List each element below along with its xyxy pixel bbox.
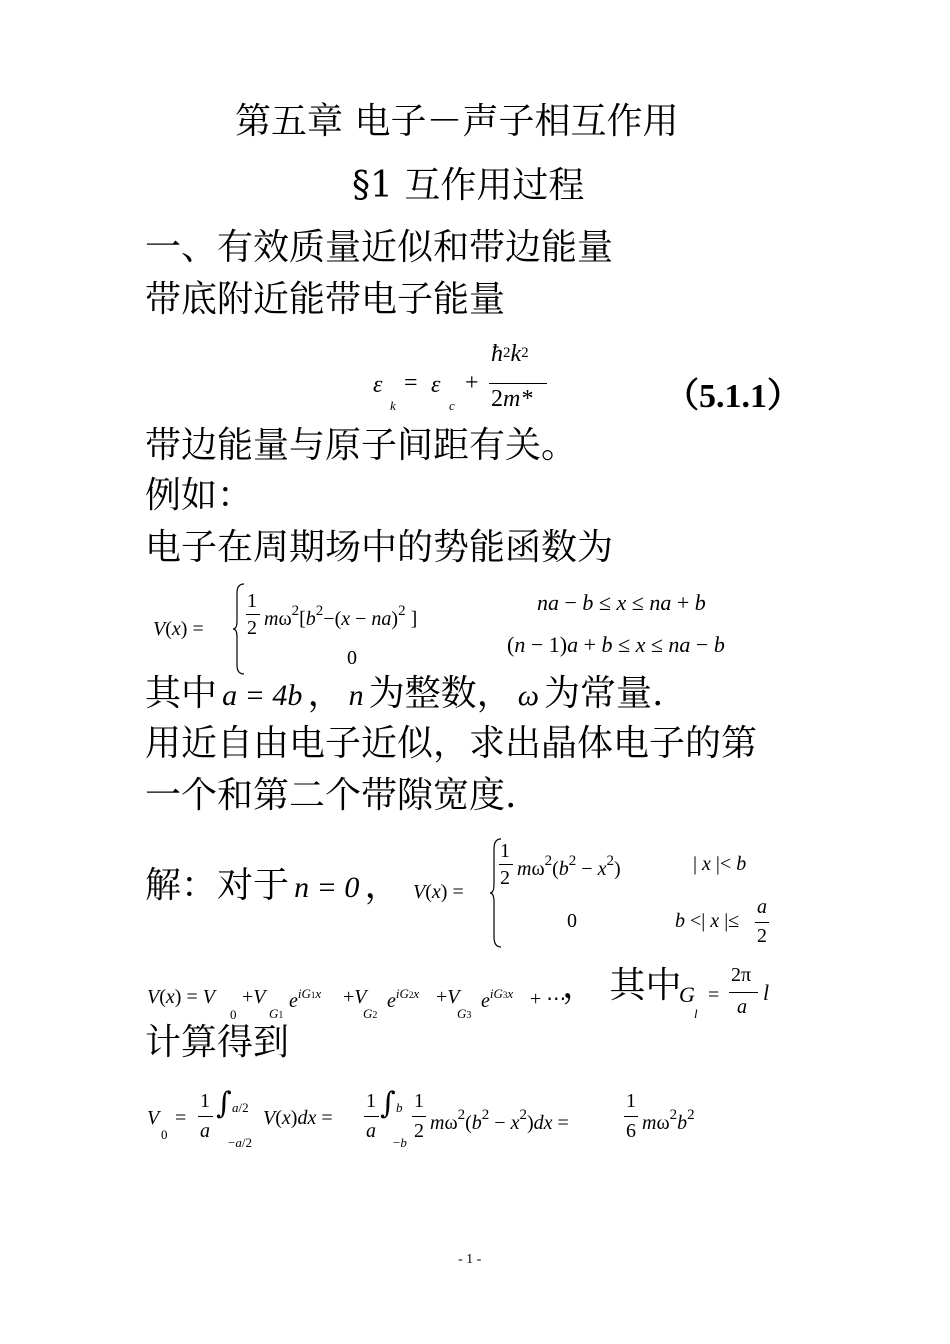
problem-line-1: 用近自由电子近似，求出晶体电子的第 <box>145 723 758 764</box>
sub-0: 0 <box>230 1007 237 1022</box>
half-bar-int <box>412 1116 426 1117</box>
two-m-star: 2m* <box>491 386 533 412</box>
one-over-a-den: a <box>200 1120 210 1142</box>
one-over-a2-bar <box>364 1116 379 1117</box>
l-var: l <box>763 980 770 1005</box>
piece2-zero: 0 <box>347 647 357 669</box>
a-under: a <box>737 996 747 1018</box>
sub-g3: G3 <box>457 1006 472 1021</box>
compute-text: 计算得到 <box>145 1022 290 1063</box>
where-n: n <box>348 679 364 712</box>
sub-c: c <box>449 398 455 413</box>
one-over-a2-num: 1 <box>366 1090 376 1112</box>
one-over-a-num: 1 <box>200 1090 210 1112</box>
piece1-expression: $m\omega^2[b^2-(x - na)^2$ ] <box>264 603 418 630</box>
sub-g2: G2 <box>363 1006 378 1021</box>
chapter-title: 第五章 电子－声子相互作用 <box>235 101 679 142</box>
half-den: 2 <box>247 617 257 639</box>
band-edge-text: 带边能量与原子间距有关。 <box>145 425 578 466</box>
where-condition: a = 4b <box>222 679 303 712</box>
equation-number: （5.1.1） <box>665 378 801 415</box>
one-over-a2-den: a <box>366 1120 376 1142</box>
v0-result: $m\omega^2b^2$ <box>642 1107 695 1134</box>
half-num-n0: 1 <box>500 840 510 862</box>
fraction-bar <box>489 383 547 384</box>
g-l: G <box>679 982 695 1007</box>
v-of-x: V(x) = <box>153 618 204 640</box>
solution-prefix: 解：对于 <box>145 865 290 906</box>
expansion-term2: +V <box>343 986 367 1008</box>
potential-text: 电子在周期场中的势能函数为 <box>145 527 614 568</box>
int1-lower: −a/2 <box>228 1135 252 1150</box>
exp-term2: $e^{iG2x}$ <box>387 986 420 1012</box>
two-pi-bar <box>729 992 758 993</box>
one-over-a-bar <box>198 1116 213 1117</box>
where-prefix: 其中 <box>145 673 218 714</box>
sub-l: l <box>694 1006 698 1021</box>
epsilon-c: ε <box>431 372 441 398</box>
solution-line <box>145 865 401 906</box>
v0-sub: 0 <box>161 1127 168 1142</box>
half-num-int: 1 <box>414 1090 424 1112</box>
integral-2: ∫ <box>380 1086 396 1121</box>
where-constant: 为常量. <box>544 673 664 714</box>
n0-piece2-domain: b <| x |≤ <box>675 910 740 932</box>
a-den: 2 <box>757 925 767 947</box>
int2-integrand: $m\omega^2(b^2 - x^2)dx$ = <box>430 1107 569 1134</box>
half-bar-n0 <box>499 864 513 865</box>
exp-term3: $e^{iG3x}$ <box>481 986 514 1012</box>
expansion-term1: +V <box>242 986 266 1008</box>
sixth-num: 1 <box>626 1090 636 1112</box>
int1-upper: a/2 <box>232 1100 249 1115</box>
int1-integrand: V(x)dx = <box>263 1107 333 1129</box>
hbar-k-squared: ħ2k2 <box>491 341 529 367</box>
half-bar <box>246 614 260 615</box>
exp-term1: $e^{iG1x}$ <box>289 986 322 1012</box>
expansion-ellipsis: + ⋯ <box>530 988 567 1010</box>
half-den-n0: 2 <box>500 867 510 889</box>
section-title: §1 互作用过程 <box>352 165 585 206</box>
half-den-int: 2 <box>414 1120 424 1142</box>
sixth-bar <box>624 1116 638 1117</box>
sixth-den: 6 <box>626 1120 636 1142</box>
band-bottom-text: 带底附近能带电子能量 <box>145 279 506 320</box>
where-line <box>145 673 664 714</box>
a-half-bar <box>755 922 769 923</box>
v-of-x-n0: V(x) = <box>413 881 464 903</box>
n0-piece2-zero: 0 <box>567 910 577 932</box>
n0-piece1-expression: $m\omega^2(b^2 - x^2)$ <box>517 853 621 880</box>
where-comma: ， <box>307 673 344 714</box>
v0-equals: = <box>175 1107 187 1129</box>
v0: V <box>147 1107 160 1129</box>
equals-sign: = <box>404 370 418 396</box>
piece1-domain: na − b ≤ x ≤ na + b <box>537 590 706 615</box>
epsilon-k: ε <box>373 372 383 398</box>
integral-1: ∫ <box>216 1086 232 1121</box>
solution-comma: ， <box>364 865 401 906</box>
example-text: 例如： <box>145 475 254 516</box>
two-pi: 2π <box>731 964 752 986</box>
expansion-lhs: V(x) = V <box>147 986 215 1008</box>
n0-piece1-domain: | x |< b <box>693 853 747 875</box>
int2-upper: b <box>396 1100 403 1115</box>
expansion-where: ， 其中 <box>562 965 682 1006</box>
subsection-title: 一、有效质量近似和带边能量 <box>145 227 614 268</box>
expansion-term3: +V <box>436 986 460 1008</box>
left-brace <box>232 583 246 675</box>
where-omega: ω <box>517 679 539 712</box>
where-integer: 为整数， <box>368 673 513 714</box>
g-equals: = <box>708 984 720 1006</box>
sub-g1: G1 <box>269 1006 284 1021</box>
page-number: - 1 - <box>458 1252 482 1267</box>
problem-line-2: 一个和第二个带隙宽度. <box>145 775 517 816</box>
piece2-domain: (n − 1)a + b ≤ x ≤ na − b <box>507 632 725 657</box>
plus-sign: + <box>465 370 479 396</box>
half-num: 1 <box>247 590 257 612</box>
solution-condition: n = 0 <box>294 871 360 904</box>
int2-lower: −b <box>393 1135 407 1150</box>
sub-k: k <box>390 398 396 413</box>
a-num: a <box>757 896 767 918</box>
